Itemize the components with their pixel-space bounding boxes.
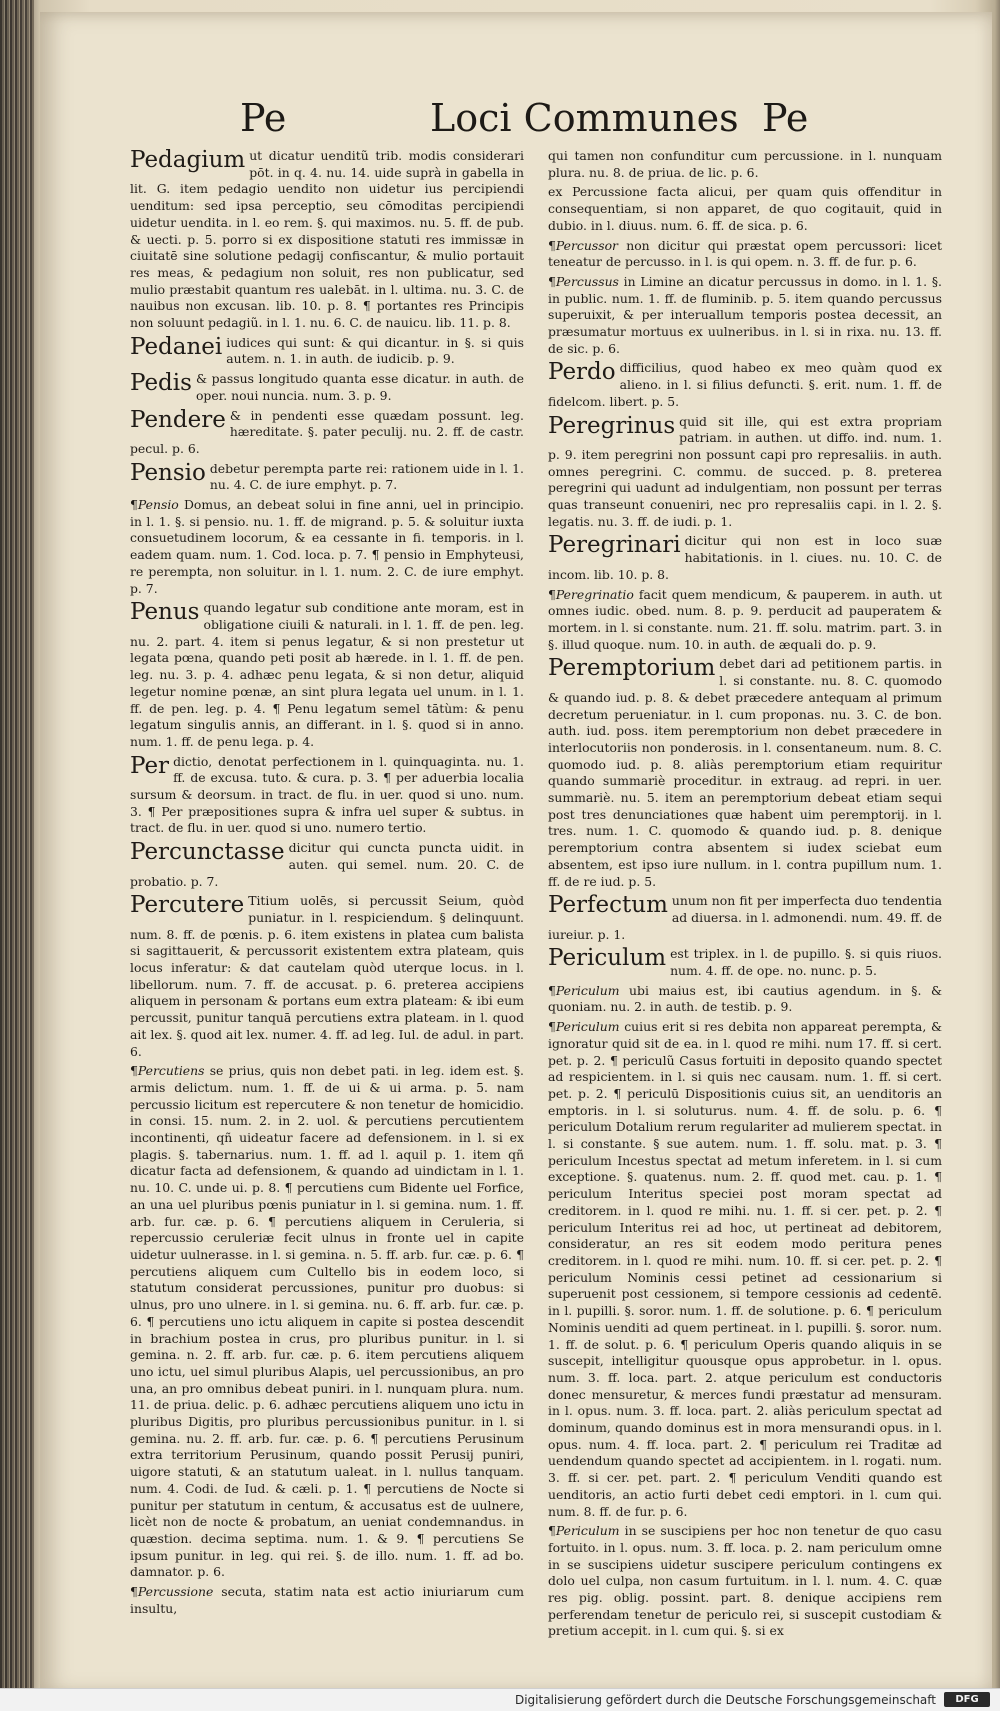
digitization-footer (0, 1688, 1000, 1711)
right-text-column (548, 148, 942, 1639)
running-head (0, 96, 1000, 146)
entry-lemma: Penus (130, 599, 200, 626)
index-entry (130, 371, 524, 404)
index-entry (130, 497, 524, 597)
entry-text: & passus longitudo quanta esse dicatur. in auth. de oper. noui nuncia. num. 3. p. 9. (195, 371, 524, 403)
entry-text: secuta, statim nata est actio iniuriarum cum insultu, (130, 1584, 524, 1616)
entry-lemma: Percutere (130, 892, 245, 919)
entry-lemma: Peregrinus (548, 412, 676, 439)
index-entry (548, 184, 942, 234)
index-entry (548, 656, 942, 890)
index-entry (130, 1584, 524, 1617)
entry-text: se prius, quis non debet pati. in leg. idem est. §. armis delictum. num. 1. ff. de ui & ui arma. p. 5. nam percussio licitum est repercutere & non tenetur de homicidio. in consi. 15. num. 2. in 2. uol. & percutiens percutientem incontinenti, qñ uideatur facere ad defensionem. in l. si ex plagis. §. tabernarius. num. 1. ff. ad l. aquil p. 1. item qñ dicatur facta ad defensionem, & quando ad uindictam in l. 1. nu. 10. C. unde ui. p. 8. ¶ percutiens cum Bidente uel Forfice, an una uel pluribus pœnis puniatur in l. si gemina. num. 1. ff. arb. fur. cæ. p. 6. ¶ percutiens aliquem in Ceruleria, si repercussio ceruleriæ fecit ulnus in fronte uel in capite uidetur uulnerasse. in l. si gemina. n. 5. ff. arb. fur. cæ. p. 6. ¶ percutiens aliquem cum Cultello bis in eodem loco, si statutum considerat percussiones, punitur pro duobus: si ulnus, pro uno ulnere. in l. si gemina. nu. 6. ff. arb. fur. cæ. p. 6. ¶ percutiens uno ictu aliquem in capite si postea descendit in brachium postea in crus, pro pluribus punitur. in l. si gemina. n. 2. ff. arb. fur. cæ. p. 6. item percutiens aliquem uno ictu, uel simul pluribus Alapis, uel percussionibus, an pro una, an pro omnibus debeat puniri. in l. nunquam plura. num. 11. de priua. delic. p. 6. adhæc percutiens aliquem uno ictu in pluribus Digitis, pro pluribus percussionibus punitur. in l. si gemina. nu. 2. ff. arb. fur. cæ. p. 6. ¶ percutiens Perusinum extra territorium Perusinum, quando possit Perusij puniri, uigore statuti, & an statutum ualeat. in l. nullus tanquam. num. 4. Codi. de Iud. & cæli. p. 1. ¶ percutiens de Nocte si punitur per statutum in centum, & accusatus est de uulnere, licèt non de nocte & probatum, an ueniat condemnandus. in quæstion. decima septima. num. 1. & 9. ¶ percutiens Se ipsum punitur. in leg. qui rei. §. de illo. num. 1. ff. ad bo. damnator. p. 6. (130, 1063, 524, 1580)
entry-text: dicitur qui non est in loco suæ habitationis. in l. ciues. nu. 10. C. de incom. lib. 10. p. 8. (548, 533, 942, 582)
entry-text: difficilius, quod habeo ex meo quàm quod ex alieno. in l. si filius defuncti. §. erit. num. 1. ff. de fidelcom. libert. p. 5. (548, 360, 942, 409)
index-entry (548, 1523, 942, 1640)
dfg-logo-text: DFG (955, 1694, 979, 1705)
entry-text: unum non fit per imperfecta duo tendentia ad diuersa. in l. admonendi. num. 49. ff. de iureiur. p. 1. (548, 893, 942, 942)
entry-text: ubi maius est, ibi cautius agendum. in §. & quoniam. nu. 2. in auth. de testib. p. 9. (548, 982, 942, 1015)
index-entry (548, 148, 942, 181)
dfg-logo-icon (944, 1692, 990, 1707)
index-entry (548, 946, 942, 979)
entry-lemma: Percussor (555, 237, 618, 253)
entry-lemma: Perfectum (548, 892, 668, 919)
book-page-edges (0, 0, 34, 1710)
entry-text: Titium uolēs, si percussit Seium, quòd puniatur. in l. respiciendum. § delinquunt. num. 8. ff. de pœnis. p. 6. item existens in platea cum balista si sagittauerit, & percussorit existentem extra plateam, quis locus inferatur: & dat cautelam quòd uterque locus. in l. libellorum. num. 7. ff. de accusat. p. 6. preterea accipiens aliquem in personam & portans eum extra plateam: & ibi eum percussit, punitur tanquā percutiens extra plateam. in l. quod ait lex. §. quod ait lex. numer. 4. ff. ad leg. Iul. de adul. in part. 6. (130, 893, 524, 1059)
index-entry (130, 893, 524, 1060)
entry-text: Domus, an debeat solui in fine anni, uel in principio. in l. 1. §. si pensio. nu. 1. ff. de migrand. p. 5. & soluitur iuxta consuetudinem locorum, & ea cessante in fi. temporis. in l. eadem quam. num. 1. Cod. loca. p. 7. ¶ pensio in Emphyteusi, re perempta, non soluitur. in l. 1. num. 2. C. de iure emphyt. p. 7. (130, 497, 524, 596)
entry-lemma: Pedis (130, 370, 192, 397)
entry-text: ex Percussione facta alicui, per quam quis offenditur in consequentiam, si non apparet, de quo cogitauit, quid in dubio. in l. diuus. num. 6. ff. de sica. p. 6. (548, 184, 942, 233)
index-entry (130, 840, 524, 890)
entry-text: qui tamen non confunditur cum percussione. in l. nunquam plura. nu. 8. de priua. de lic. p. 6. (548, 148, 942, 180)
entry-lemma: Percussus (555, 273, 619, 289)
entry-text: iudices qui sunt: & qui dicantur. in §. si quis autem. n. 1. in auth. de iudicib. p. 9. (226, 334, 524, 367)
entry-text: facit quem mendicum, & pauperem. in auth. ut omnes iudic. obed. num. 8. p. 9. perducit ad pauperatem & mortem. in l. si constante. num. 21. ff. solu. matrim. part. 3. in §. illud quoque. num. 10. in auth. de æquali do. p. 9. (548, 586, 942, 652)
entry-lemma: Periculum (555, 982, 620, 998)
entry-lemma: Percutiens (137, 1063, 205, 1079)
entry-lemma: Periculum (548, 945, 667, 972)
left-text-column (130, 147, 524, 1616)
index-entry (548, 1019, 942, 1520)
running-head-left: Pe (240, 96, 287, 140)
running-head-right: Pe (762, 96, 809, 140)
entry-text: quid sit ille, qui est extra propriam patriam. in authen. ut diffo. ind. num. 1. p. 9. item peregrini non possunt capi pro represaliis. in auth. omnes peregrini. C. commu. de succed. p. 8. preterea peregrini qui uadunt ad indulgentiam, non possunt per terras quas transeunt conueniri, nec pro represaliis capi. in l. 2. §. legatis. nu. 3. ff. de iudi. p. 1. (548, 413, 942, 529)
entry-lemma: Percunctasse (130, 839, 285, 866)
funding-notice: Digitalisierung gefördert durch die Deutsche Forschungsgemeinschaft (514, 1693, 936, 1707)
entry-lemma: Percussione (137, 1584, 214, 1600)
index-entry (548, 587, 942, 654)
index-entry (130, 461, 524, 494)
index-entry (548, 533, 942, 583)
entry-lemma: Peregrinari (548, 532, 681, 559)
entry-text: non dicitur qui præstat opem percussori: licet teneatur de percusso. in l. is qui opem. n. 3. ff. de fur. p. 6. (548, 237, 942, 270)
index-entry (130, 754, 524, 838)
entry-lemma: Pedanei (130, 333, 223, 360)
index-entry (548, 893, 942, 943)
entry-text: est triplex. in l. de pupillo. §. si quis riuos. num. 4. ff. de ope. no. nunc. p. 5. (670, 946, 942, 979)
entry-lemma: Perdo (548, 359, 616, 386)
entry-lemma: Pendere (130, 406, 226, 433)
entry-lemma: Pensio (137, 497, 179, 513)
index-entry (548, 274, 942, 358)
entry-text: ut dicatur uenditũ trib. modis considerari pōt. in q. 4. nu. 14. uide suprà in gabella in lit. G. item pedagio uendito non uidetur ius percipiendi uenditum: sed ipsa perceptio, seu cōmoditas percipiendi uidetur uendita. in l. eo rem. §. qui maximos. nu. 5. ff. de pub. & uecti. p. 5. porro si ex dispositione statuti res immissæ in ciuitatē sine solutione pedagij confiscantur, & mulio portauit res meas, & pedagium non soluit, res non publicatur, sed mulio præstabit quantum res ualebāt. in l. ultima. nu. 3. C. de nauibus non excusan. lib. 10. p. 8. ¶ portantes res Principis non soluunt pedagiũ. in l. 1. nu. 6. C. de nauicu. lib. 11. p. 8. (130, 148, 524, 331)
index-entry (548, 414, 942, 531)
index-entry (130, 408, 524, 458)
index-entry (548, 238, 942, 271)
entry-text: dicitur qui cuncta puncta uidit. in auten. qui semel. num. 20. C. de probatio. p. 7. (130, 840, 524, 889)
entry-text: in Limine an dicatur percussus in domo. in l. 1. §. in public. num. 1. ff. de fluminib. p. 5. item quando percussus superuixit, & per interuallum temporis postea decessit, an præsumatur mortuus ex uulneribus. in l. si in rixa. nu. 13. ff. de sic. p. 6. (548, 273, 942, 356)
entry-text: cuius erit si res debita non appareat perempta, & ignoratur quid sit de ea. in l. quod re mihi. num 17. ff. si cert. pet. p. 2. ¶ periculũ Casus fortuiti in deposito quando spectet ad respicientem. in l. si quis nec causam. num. 1. ff. si cert. pet. p. 2. ¶ periculū Dispositionis cuius sit, an uenditoris an emptoris. in l. si soluturus. num. 4. ff. de solu. p. 6. ¶ periculum Dotalium rerum regulariter ad mulierem spectat. in l. si constante. § sue autem. num. 1. ff. solu. mat. p. 3. ¶ periculum Incestus spectat ad metum inferetem. in l. si cum exceptione. §. quatenus. num. 2. ff. quod met. cau. p. 1. ¶ periculum Interitus speciei post moram spectat ad creditorem. in l. quod re mihi. nu. 1. ff. si cer. pet. p. 2. ¶ periculum Interitus rei ad hoc, ut pertineat ad debitorem, consideratur, an res sit eodem modo peritura penes creditorem. in l. quod re mihi. num. 10. ff. si cer. pet. p. 2. ¶ periculum Nominis cessi petinet ad cessionarium si superuenit post cessionem, si tempore cessionis ad cedentē. in l. pupilli. §. soror. num. 1. ff. de solutione. p. 6. ¶ periculum Nominis uenditi ad quem pertineat. in l. pupilli. §. soror. num. 1. ff. de solut. p. 6. ¶ periculum Operis quando aliquis in se suscepit, intelligitur quousque opus approbetur. in l. opus. num. 3. ff. loca. part. 2. atque periculum est conductoris donec mensuretur, & merces fundi præstatur ad mensuram. in l. opus. num. 3. ff. loca. part. 2. aliàs periculum spectat ad dominum, quando dominus est in mora mensurandi opus. in l. opus. num. 4. ff. loca. part. 2. ¶ periculum rei Traditæ ad uendendum quando spectet ad accipientem. in l. rogati. num. 3. ff. si cer. pet. part. 2. ¶ periculum Venditi quando est uenditoris, an actio furti debet cedi emptori. in l. cum qui. num. 8. ff. de fur. p. 6. (548, 1019, 942, 1519)
index-entry (130, 335, 524, 368)
entry-lemma: Pedagium (130, 147, 246, 173)
index-entry (548, 360, 942, 410)
entry-lemma: Periculum (555, 1019, 620, 1035)
running-head-title: Loci Communes (430, 96, 739, 140)
entry-lemma: Periculum (555, 1523, 620, 1539)
entry-lemma: Peremptorium (548, 655, 716, 682)
entry-lemma: Peregrinatio (555, 586, 634, 602)
index-entry (548, 983, 942, 1016)
entry-text: debet dari ad petitionem partis. in l. si constante. nu. 8. C. quomodo & quando iud. p. 8. & debet præcedere antequam al primum decretum perueniatur. in l. cum proponas. nu. 3. C. de bon. auth. iud. poss. item peremptorium non debet præcedere in interlocutoriis non ponderosis. in l. consentaneum. num. 8. C. quomodo iud. p. 8. aliàs peremptorium etiam requiritur quando summariè proceditur. in extraug. ad repri. in uer. summariè. nu. 5. item an peremptorium debeat etiam sequi post tres denunciationes quæ habent uim peremptorij. in l. tres. num. 1. C. quomodo & quando iud. p. 8. denique peremptorium contra absentem si iudex sciebat eum absentem, est ipso iure nullum. in l. contra pupillum num. 1. ff. de re iud. p. 5. (548, 656, 942, 889)
index-entry (130, 600, 524, 750)
entry-lemma: Per (130, 752, 170, 779)
entry-text: dictio, denotat perfectionem in l. quinquaginta. nu. 1. ff. de excusa. tuto. & cura. p. 3. ¶ per aduerbia localia sursum & deorsum. in tract. de flu. in uer. quod si uno. num. 3. ¶ Per præpositiones supra & infra uel super & subtus. in tract. de flu. in uer. quod si uno. numero tertio. (130, 753, 524, 836)
entry-lemma: Pensio (130, 459, 206, 486)
entry-text: & in pendenti esse quædam possunt. leg. hæreditate. §. pater peculij. nu. 2. ff. de castr. pecul. p. 6. (130, 407, 524, 456)
index-entry (130, 1063, 524, 1581)
entry-text: quando legatur sub conditione ante moram, est in obligatione ciuili & naturali. in l. 1. ff. de pen. leg. nu. 2. part. 4. item si penus legatur, & si non prestetur ut legata pœna, quando peti posit ab hærede. in l. 1. ff. de pen. leg. nu. 3. p. 4. adhæc penu legata, & si non detur, aliquid legetur nomine pœnæ, an sint plura legata uel unum. in l. 1. ff. de pen. leg. p. 4. ¶ Penu legatum semel tātùm: & penu legatum singulis annis, an differant. in l. §. quod si in anno. num. 1. ff. de penu lega. p. 4. (130, 600, 524, 749)
index-entry (130, 148, 524, 332)
entry-text: debetur perempta parte rei: rationem uide in l. 1. nu. 4. C. de iure emphyt. p. 7. (209, 460, 524, 493)
entry-text: in se suscipiens per hoc non tenetur de quo casu fortuito. in l. opus. num. 3. ff. loca. p. 2. nam periculum omne in se suscipiens uidetur suscipere periculum contingens ex dolo uel culpa, non casum furtuitum. in l. l. num. 4. C. quæ res pig. oblig. possint. part. 8. denique accipiens rem perferendam tenetur de periculo rei, si suscepit custodiam & pretium accepit. in l. cum qui. §. si ex (548, 1523, 942, 1639)
